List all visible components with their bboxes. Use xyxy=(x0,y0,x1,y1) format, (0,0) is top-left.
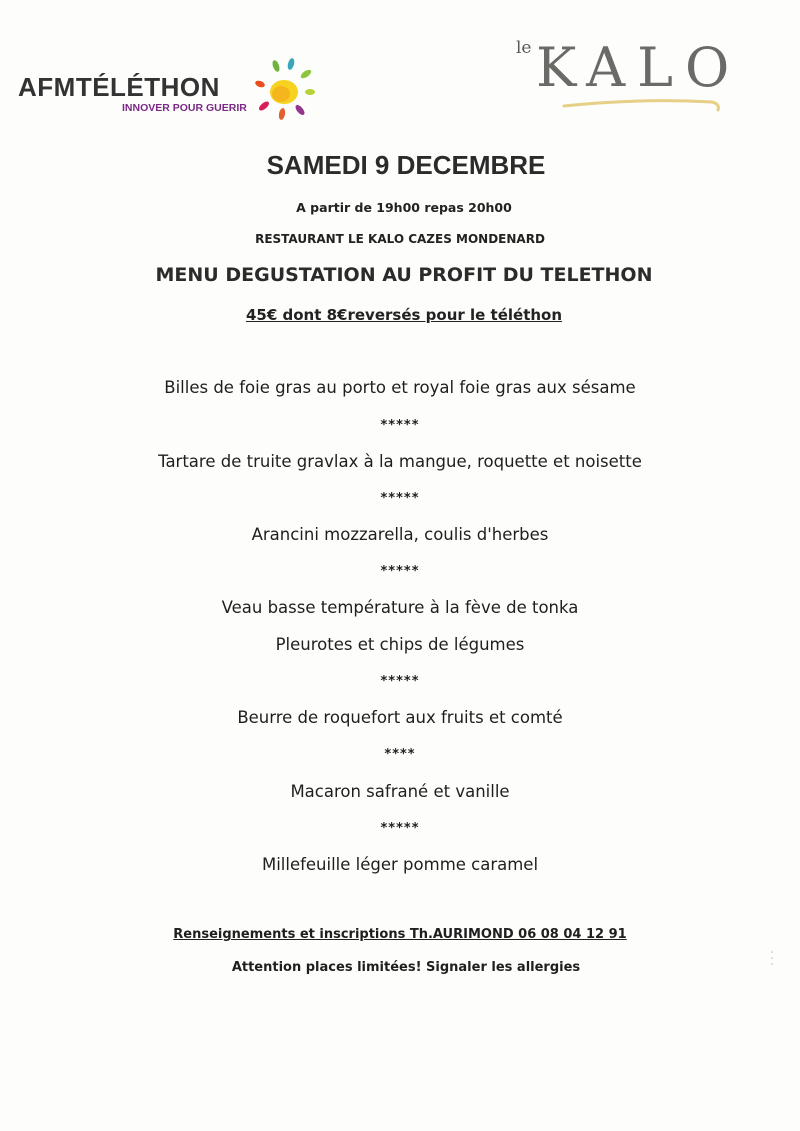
sun-logo-icon xyxy=(254,58,318,122)
dish-3: Arancini mozzarella, coulis d'herbes xyxy=(251,525,549,544)
restaurant-name: RESTAURANT LE KALO CAZES MONDENARD xyxy=(255,232,545,246)
separator-6: ***** xyxy=(380,821,420,836)
dish-1: Billes de foie gras au porto et royal foie gras aux sésame xyxy=(164,378,636,397)
scan-mark xyxy=(770,950,774,966)
le-kalo-logo xyxy=(512,30,742,120)
dish-4-side: Pleurotes et chips de légumes xyxy=(275,635,525,654)
separator-3: ***** xyxy=(380,564,420,579)
separator-5: **** xyxy=(384,747,416,762)
separator-2: ***** xyxy=(380,491,420,506)
menu-title: MENU DEGUSTATION AU PROFIT DU TELETHON xyxy=(155,264,653,286)
dish-5: Beurre de roquefort aux fruits et comté xyxy=(237,708,563,727)
menu-price: 45€ dont 8€reversés pour le téléthon xyxy=(245,306,563,324)
event-date: SAMEDI 9 DECEMBRE xyxy=(266,150,546,180)
afm-logo-text: AFMTÉLÉTHON xyxy=(18,72,220,102)
kalo-logo-prefix: le xyxy=(516,38,532,58)
separator-4: ***** xyxy=(380,674,420,689)
afm-logo-tagline: INNOVER POUR GUERIR xyxy=(122,102,247,114)
contact-info: Renseignements et inscriptions Th.AURIMOND 06 08 04 12 91 xyxy=(173,927,627,942)
event-time: A partir de 19h00 repas 20h00 xyxy=(296,200,512,215)
allergy-notice: Attention places limitées! Signaler les allergies xyxy=(231,960,581,975)
dish-7: Millefeuille léger pomme caramel xyxy=(261,855,539,874)
dish-2: Tartare de truite gravlax à la mangue, roquette et noisette xyxy=(158,452,642,471)
swoosh-icon xyxy=(562,96,722,114)
afm-telethon-logo xyxy=(18,58,318,122)
kalo-logo-text: KALO xyxy=(536,36,742,99)
separator-1: ***** xyxy=(380,418,420,433)
dish-4-main: Veau basse température à la fève de tonka xyxy=(221,598,579,617)
dish-6: Macaron safrané et vanille xyxy=(290,782,510,801)
